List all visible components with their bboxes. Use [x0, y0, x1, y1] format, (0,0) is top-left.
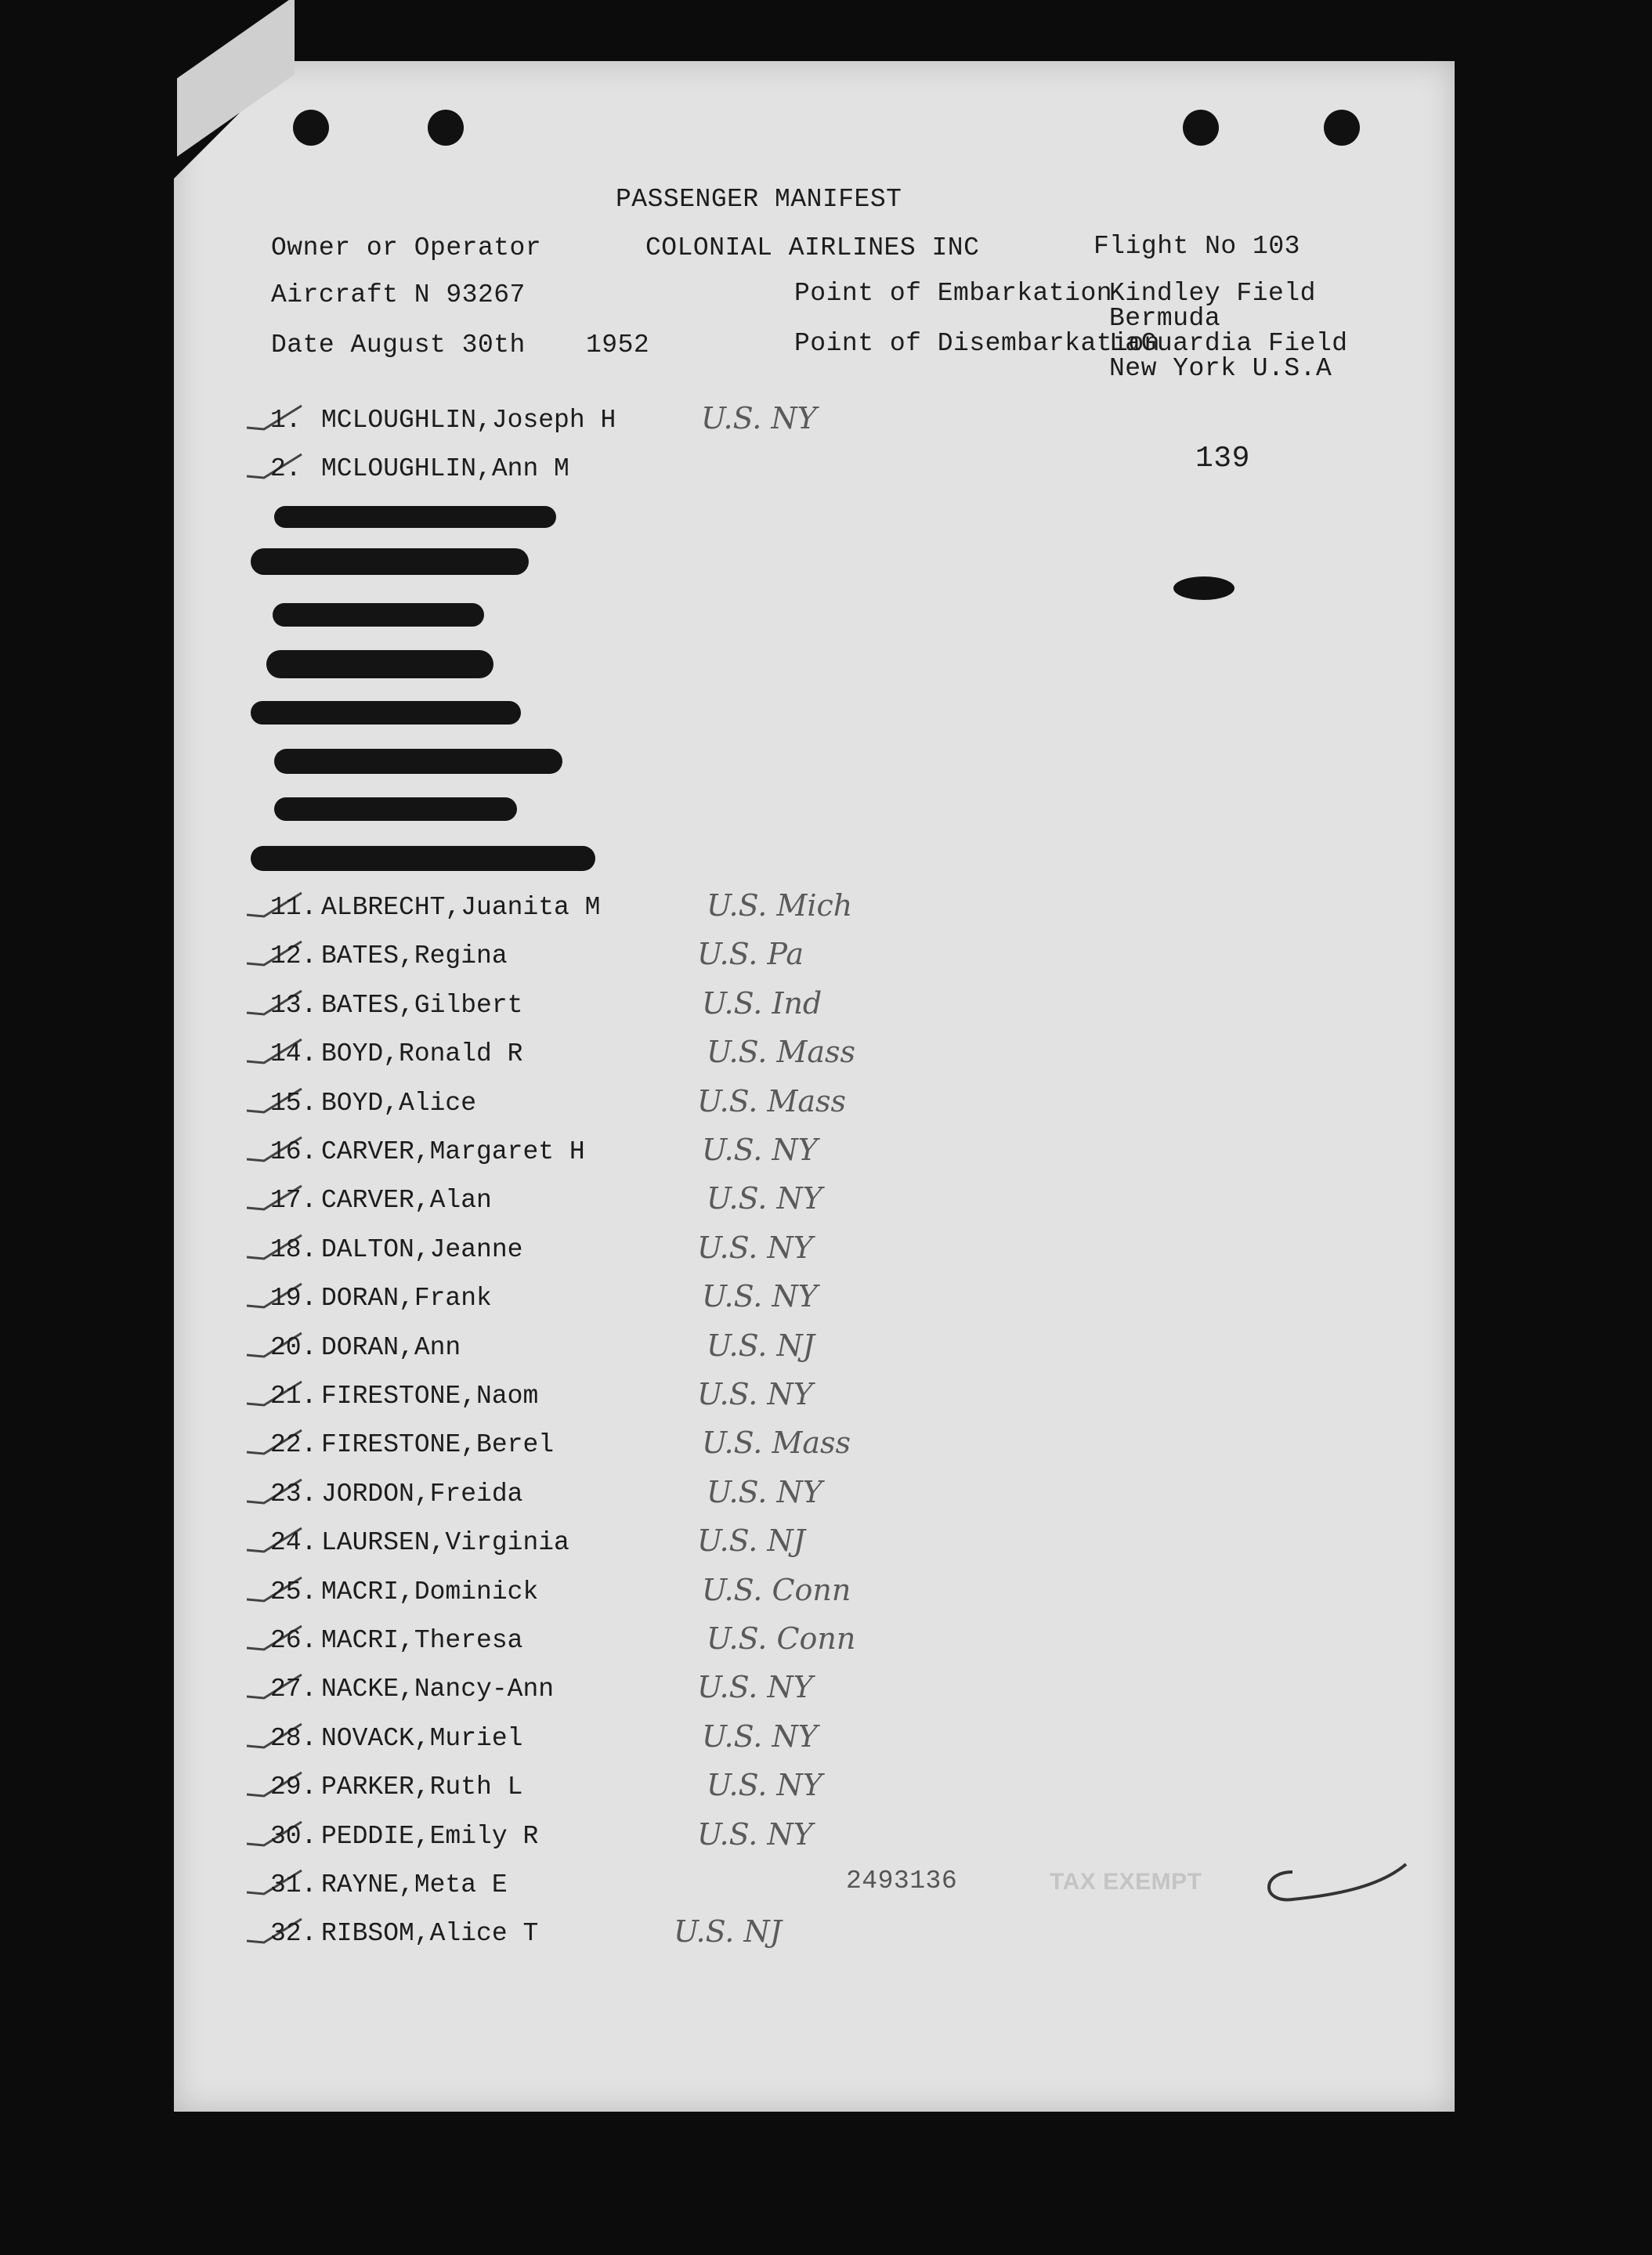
- passenger-name: MACRI,Theresa: [321, 1626, 523, 1655]
- punch-hole: [293, 110, 329, 146]
- punch-hole: [1324, 110, 1360, 146]
- handwritten-nationality-note: U.S. NY: [697, 1230, 813, 1265]
- handwritten-nationality-note: U.S. NY: [707, 1768, 822, 1803]
- passenger-number: 12.: [270, 941, 317, 971]
- passenger-name: BATES,Gilbert: [321, 990, 523, 1020]
- passenger-number: 18.: [270, 1234, 317, 1264]
- passenger-name: ALBRECHT,Juanita M: [321, 893, 601, 922]
- handwritten-nationality-note: U.S. NY: [701, 401, 817, 435]
- page-number: 139: [1195, 442, 1250, 475]
- passenger-number: 29.: [270, 1773, 317, 1802]
- passenger-number: 19.: [270, 1284, 317, 1314]
- passenger-name: BOYD,Alice: [321, 1088, 477, 1118]
- passenger-number: 31.: [270, 1870, 317, 1899]
- passenger-name: DORAN,Frank: [321, 1284, 492, 1314]
- handwritten-nationality-note: U.S. NY: [702, 1718, 818, 1754]
- passenger-name: MCLOUGHLIN,Ann M: [321, 454, 569, 483]
- handwritten-nationality-note: U.S. NY: [707, 1474, 822, 1509]
- stamp-number: 2493136: [846, 1867, 958, 1895]
- redaction-bar: [274, 749, 562, 774]
- disembarkation-value: LaGuardia Field: [1109, 329, 1348, 358]
- passenger-name: CARVER,Alan: [321, 1186, 492, 1216]
- redaction-bar: [251, 846, 595, 871]
- handwritten-nationality-note: U.S. Conn: [702, 1572, 851, 1607]
- passenger-name: NOVACK,Muriel: [321, 1723, 523, 1753]
- passenger-name: MACRI,Dominick: [321, 1577, 539, 1606]
- passenger-name: FIRESTONE,Naom: [321, 1382, 539, 1411]
- passenger-name: NACKE,Nancy-Ann: [321, 1675, 555, 1704]
- handwritten-nationality-note: U.S. Mich: [707, 888, 853, 923]
- handwritten-nationality-note: U.S. NJ: [707, 1328, 815, 1363]
- manifest-title: PASSENGER MANIFEST: [616, 185, 902, 214]
- redaction-bar: [251, 701, 521, 725]
- handwritten-nationality-note: U.S. NY: [697, 1670, 813, 1705]
- passenger-number: 25.: [270, 1577, 317, 1606]
- passenger-number: 11.: [270, 893, 317, 922]
- handwritten-nationality-note: U.S. Mass: [702, 1426, 851, 1461]
- handwritten-nationality-note: U.S. NY: [697, 1816, 813, 1852]
- owner-value: COLONIAL AIRLINES INC: [645, 233, 980, 262]
- passenger-name: JORDON,Freida: [321, 1479, 523, 1509]
- handwritten-nationality-note: U.S. NY: [702, 1133, 818, 1167]
- passenger-name: DALTON,Jeanne: [321, 1234, 523, 1264]
- handwritten-nationality-note: U.S. NY: [707, 1181, 822, 1216]
- passenger-number: 13.: [270, 990, 317, 1020]
- embarkation-value: Kindley Field: [1109, 279, 1316, 308]
- passenger-number: 14.: [270, 1039, 317, 1069]
- redaction-bar: [251, 548, 529, 575]
- embarkation-label: Point of Embarkation: [794, 279, 1113, 308]
- flight-year: 1952: [586, 331, 650, 360]
- passenger-name: MCLOUGHLIN,Joseph H: [321, 406, 616, 435]
- passenger-number: 28.: [270, 1723, 317, 1753]
- tax-exempt-stamp: TAX EXEMPT: [1050, 1869, 1202, 1895]
- passenger-name: RAYNE,Meta E: [321, 1870, 508, 1899]
- passenger-name: BOYD,Ronald R: [321, 1039, 523, 1069]
- aircraft-number: Aircraft N 93267: [271, 280, 526, 309]
- passenger-number: 2.: [270, 454, 302, 483]
- passenger-number: 21.: [270, 1382, 317, 1411]
- flight-date: Date August 30th: [271, 331, 526, 360]
- flight-number: Flight No 103: [1094, 232, 1300, 261]
- passenger-number: 20.: [270, 1332, 317, 1362]
- passenger-row: [270, 454, 1289, 493]
- passenger-name: RIBSOM,Alice T: [321, 1919, 539, 1949]
- passenger-number: 32.: [270, 1919, 317, 1949]
- handwritten-nationality-note: U.S. NY: [697, 1377, 813, 1411]
- passenger-number: 24.: [270, 1528, 317, 1558]
- handwritten-nationality-note: U.S. Conn: [707, 1621, 856, 1656]
- handwritten-nationality-note: U.S. Mass: [697, 1083, 847, 1118]
- disembarkation-value-2: New York U.S.A: [1109, 354, 1332, 383]
- disembarkation-label: Point of Disembarkation: [794, 329, 1160, 358]
- passenger-name: CARVER,Margaret H: [321, 1137, 585, 1166]
- stamp-scribble: [1261, 1856, 1418, 1919]
- passenger-name: FIRESTONE,Berel: [321, 1430, 555, 1460]
- passenger-number: 1.: [270, 406, 302, 435]
- handwritten-nationality-note: U.S. Pa: [697, 937, 804, 972]
- redaction-bar: [274, 506, 556, 528]
- redaction-bar: [273, 603, 484, 627]
- redaction-bar: [266, 650, 493, 678]
- passenger-number: 27.: [270, 1675, 317, 1704]
- passenger-number: 17.: [270, 1186, 317, 1216]
- ink-smudge: [1173, 576, 1234, 600]
- embarkation-value-2: Bermuda: [1109, 304, 1221, 333]
- handwritten-nationality-note: U.S. NJ: [674, 1914, 782, 1950]
- owner-label: Owner or Operator: [271, 233, 542, 262]
- passenger-number: 22.: [270, 1430, 317, 1460]
- passenger-name: BATES,Regina: [321, 941, 508, 971]
- punch-hole: [1183, 110, 1219, 146]
- passenger-number: 15.: [270, 1088, 317, 1118]
- passenger-name: LAURSEN,Virginia: [321, 1528, 569, 1558]
- passenger-number: 26.: [270, 1626, 317, 1655]
- handwritten-nationality-note: U.S. Mass: [707, 1035, 856, 1070]
- handwritten-nationality-note: U.S. Ind: [702, 985, 822, 1021]
- handwritten-nationality-note: U.S. NJ: [697, 1523, 805, 1559]
- passenger-name: PARKER,Ruth L: [321, 1773, 523, 1802]
- passenger-number: 30.: [270, 1821, 317, 1851]
- redaction-bar: [274, 797, 517, 821]
- passenger-number: 23.: [270, 1479, 317, 1509]
- handwritten-nationality-note: U.S. NY: [702, 1279, 818, 1314]
- passenger-name: DORAN,Ann: [321, 1332, 461, 1362]
- passenger-number: 16.: [270, 1137, 317, 1166]
- passenger-name: PEDDIE,Emily R: [321, 1821, 539, 1851]
- punch-hole: [428, 110, 464, 146]
